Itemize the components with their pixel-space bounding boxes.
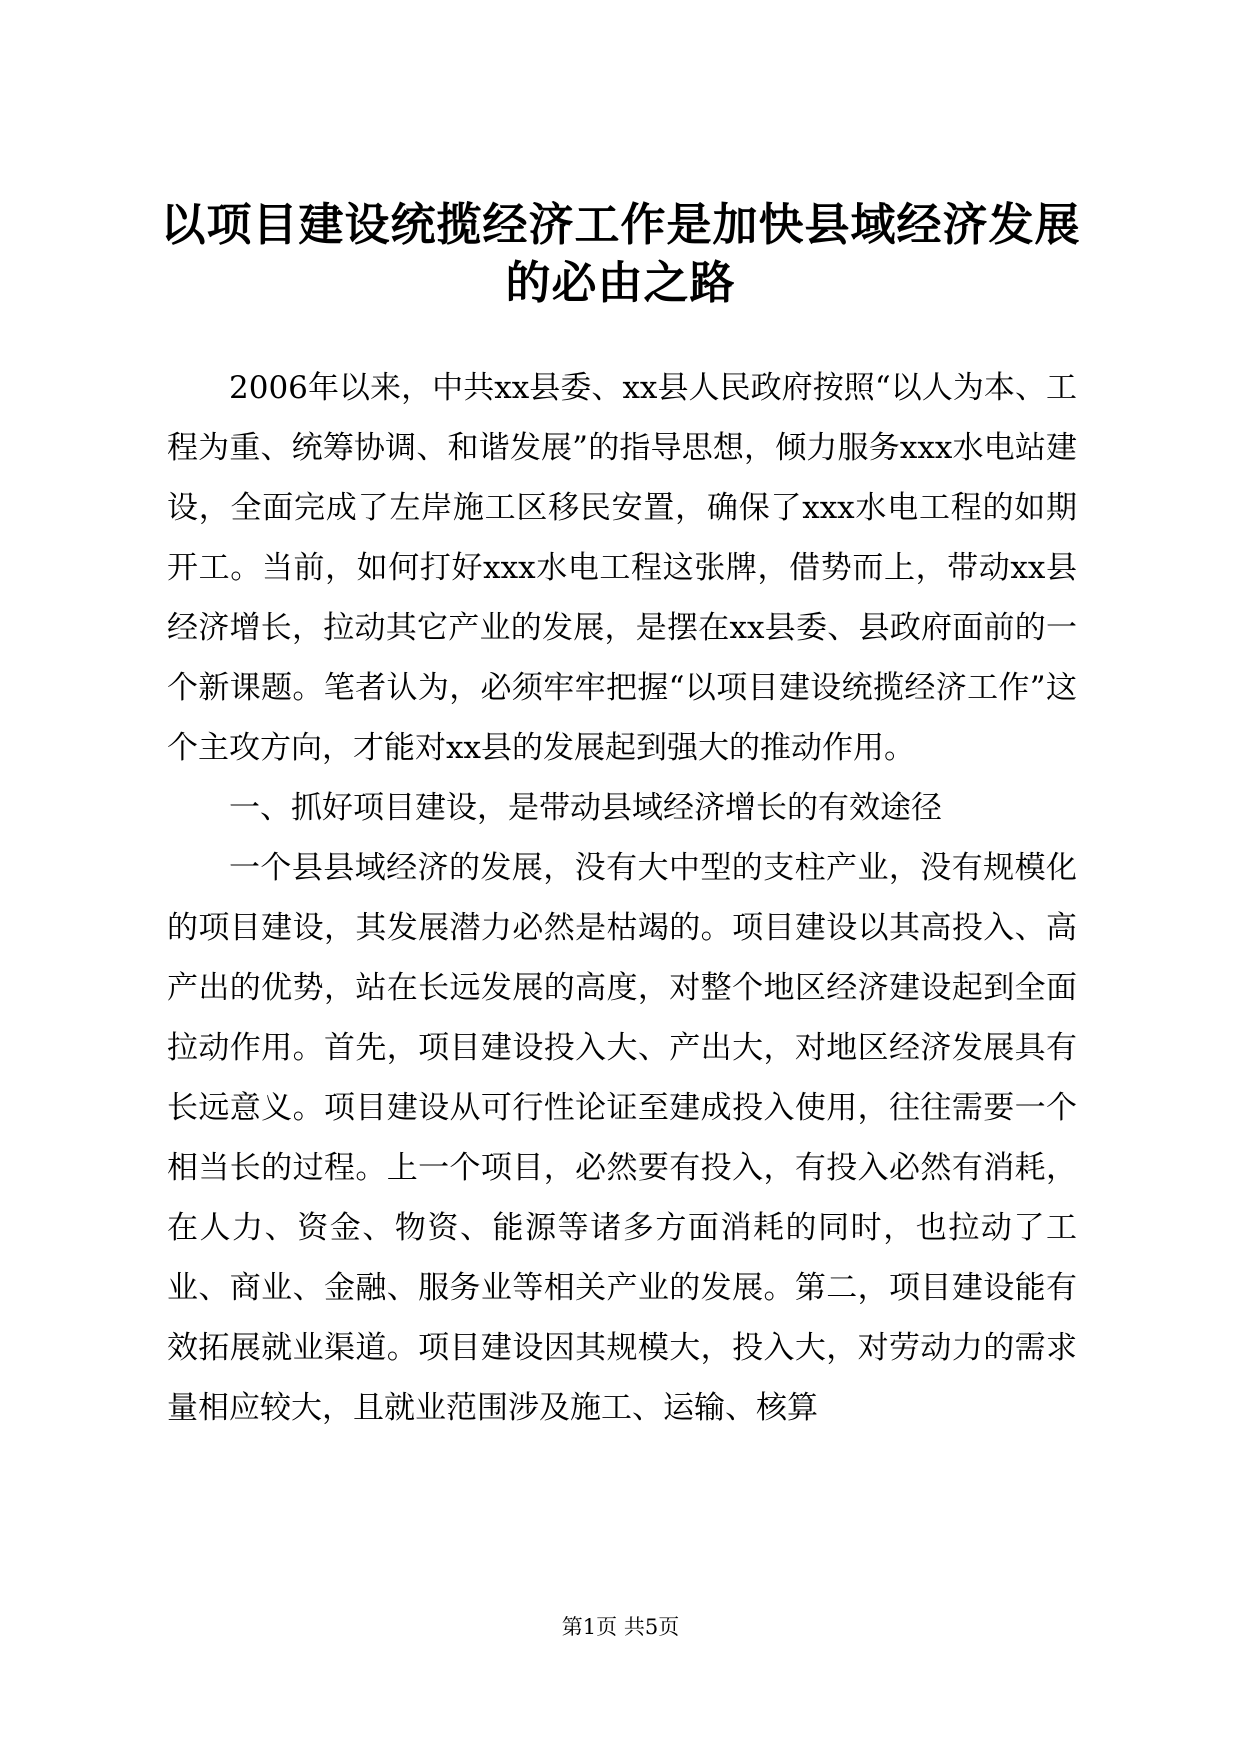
page-number-footer: 第1页 共5页 <box>561 1615 680 1639</box>
paragraph-section-1: 一个县县域经济的发展，没有大中型的支柱产业，没有规模化的项目建设，其发展潜力必然是枯竭的。项目建设以其高投入、高产出的优势，站在长远发展的高度，对整个地区经济建设起到全面拉动作用。首先，项目建设投入大、产出大，对地区经济发展具有长远意义。项目建设从可行性论证至建成投入使用，往往需要一个相当长的过程。上一个项目，必然要有投入，有投入必然有消耗，在人力、资金、物资、能源等诸多方面消耗的同时，也拉动了工业、商业、金融、服务业等相关产业的发展。第二，项目建设能有效拓展就业渠道。项目建设因其规模大，投入大，对劳动力的需求量相应较大，且就业范围涉及施工、运输、核算 <box>167 850 1077 1426</box>
paragraph-intro: 2006年以来，中共xx县委、xx县人民政府按照“以人为本、工程为重、统筹协调、和谐发展”的指导思想，倾力服务xxx水电站建设，全面完成了左岸施工区移民安置，确保了xxx水电工程的如期开工。当前，如何打好xxx水电工程这张牌，借势而上，带动xx县经济增长，拉动其它产业的发展，是摆在xx县委、县政府面前的一个新课题。笔者认为，必须牢牢把握“以项目建设统揽经济工作”这个主攻方向，才能对xx县的发展起到强大的推动作用。 <box>167 370 1077 766</box>
section-heading-1: 一、抓好项目建设，是带动县域经济增长的有效途径 <box>229 790 942 826</box>
document-body <box>167 358 1077 1438</box>
document-title-line1: 以项目建设统揽经济工作是加快县域经济发展 <box>160 198 1081 251</box>
document-title-line2: 的必由之路 <box>505 256 736 309</box>
